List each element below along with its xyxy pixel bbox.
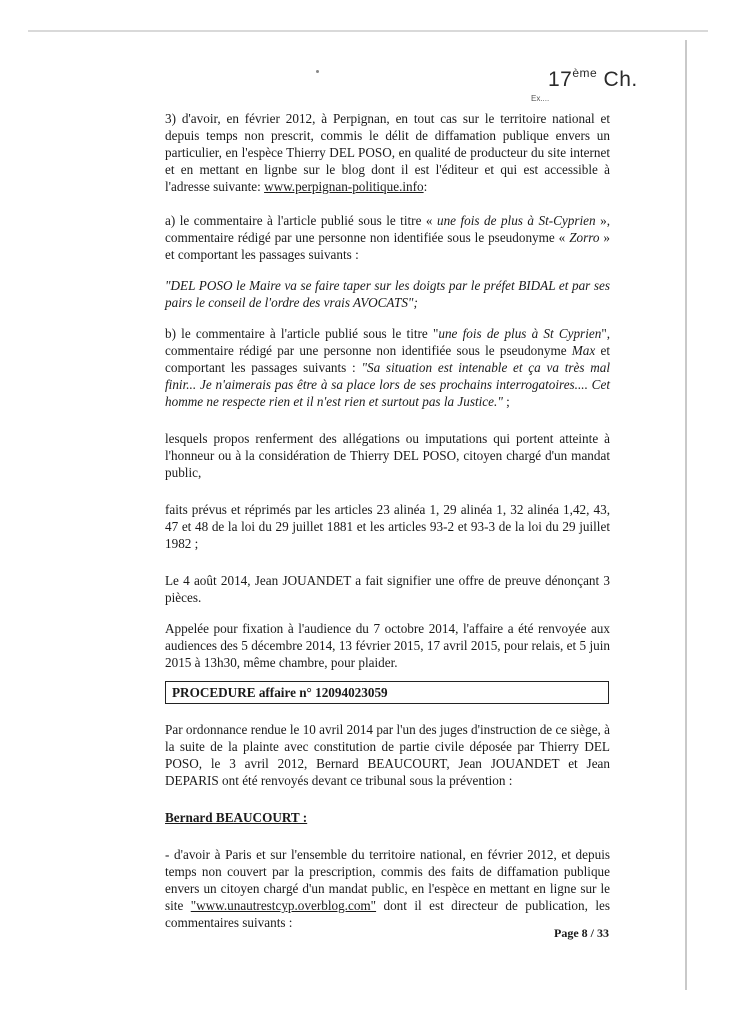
scan-edge-right (685, 40, 687, 990)
scan-edge-top (28, 30, 708, 32)
document-body (165, 110, 610, 931)
paragraph-ordonnance: Par ordonnance rendue le 10 avril 2014 par l'un des juges d'instruction de ce siège, à la suite de la plainte avec constitution de partie civile déposée par Thierry DEL POSO, le 3 avril 2012, Bernard BEAUCOURT, Jean JOUANDET et Jean DEPARIS ont été renvoyés devant ce tribunal sous la prévention : (165, 722, 610, 788)
overblog-link[interactable]: "www.unautrestcyp.overblog.com" (190, 898, 377, 913)
chamber-number: 17 (548, 68, 573, 91)
procedure-box: PROCEDURE affaire n° 12094023059 (165, 681, 609, 704)
quote-b: "Sa situation est intenable et ça va très mal finir... Je n'aimerais pas être à sa place lors de ses prochains interrogatoires.... Cet homme ne respecte rien et il n'est rien et surtout pas la Justice." (165, 360, 610, 409)
paragraph-paris: - d'avoir à Paris et sur l'ensemble du territoire national, en février 2012, et depuis temps non couvert par la prescription, commis des faits de diffamation publique envers un citoyen chargé d'un mandat public, en l'espèce en mettant en ligne sur le site "www.unautrestcyp.overblog.com" dont il est directeur de publication, les commentaires suivants : (165, 847, 610, 930)
website-link[interactable]: www.perpignan-politique.info (264, 179, 424, 194)
heading-beaucourt: Bernard BEAUCOURT : (165, 810, 308, 825)
page-number: Page 8 / 33 (554, 926, 609, 940)
article-title-b: une fois de plus à St Cyprien (438, 326, 602, 341)
paragraph-item-3: 3) d'avoir, en février 2012, à Perpignan, en tout cas sur le territoire national et depuis temps non prescrit, commis le délit de diffamation publique envers un particulier, en l'espèce Thierry DEL POSO, en qualité de producteur du site internet et en mettant en lignbe sur le blog dont il est l'éditeur et qui est accessible à l'adresse suivante: www.perpignan-politique.info: (165, 111, 610, 194)
pseudonym-b: Max (571, 343, 596, 358)
chamber-suffix: Ch. (603, 68, 638, 91)
stamp-text: Ex.... (531, 94, 550, 103)
article-title-a: une fois de plus à St-Cyprien (436, 213, 596, 228)
paragraph-lesquels: lesquels propos renferment des allégations ou imputations qui portent atteinte à l'honneur ou à la considération de Thierry DEL POSO, citoyen chargé d'un mandat public, (165, 431, 610, 480)
chamber-annotation (548, 66, 638, 92)
paragraph-aout: Le 4 août 2014, Jean JOUANDET a fait signifier une offre de preuve dénonçant 3 pièces. (165, 573, 610, 605)
chamber-superscript: ème (572, 66, 598, 80)
scan-speck (316, 70, 319, 73)
paragraph-b: b) le commentaire à l'article publié sous le titre "une fois de plus à St Cyprien", commentaire rédigé par une personne non identifiée sous le pseudonyme Max et comportant les passages suivants : "Sa situation est intenable et ça va très mal finir... Je n'aimerais pas être à sa place lors de ses prochains interrogatoires.... Cet homme ne respecte rien et il n'est rien et surtout pas la Justice." ; (165, 326, 610, 409)
paragraph-a: a) le commentaire à l'article publié sous le titre « une fois de plus à St-Cyprien », commentaire rédigé par une personne non identifiée sous le pseudonyme « Zorro » et comportant les passages suivants : (165, 213, 611, 262)
pseudonym-a: Zorro (569, 230, 600, 245)
paragraph-appelee: Appelée pour fixation à l'audience du 7 octobre 2014, l'affaire a été renvoyée aux audiences des 5 décembre 2014, 13 février 2015, 17 avril 2015, pour relais, et 5 juin 2015 à 13h30, même chambre, pour plaider. (165, 621, 610, 670)
paragraph-faits: faits prévus et réprimés par les articles 23 alinéa 1, 29 alinéa 1, 32 alinéa 1,42, 43, 47 et 48 de la loi du 29 juillet 1881 et les articles 93-2 et 93-3 de la loi du 29 juillet 1982 ; (165, 502, 610, 551)
quote-a: "DEL POSO le Maire va se faire taper sur les doigts par le préfet BIDAL et par ses pairs le conseil de l'ordre des vrais AVOCATS"; (165, 278, 610, 310)
